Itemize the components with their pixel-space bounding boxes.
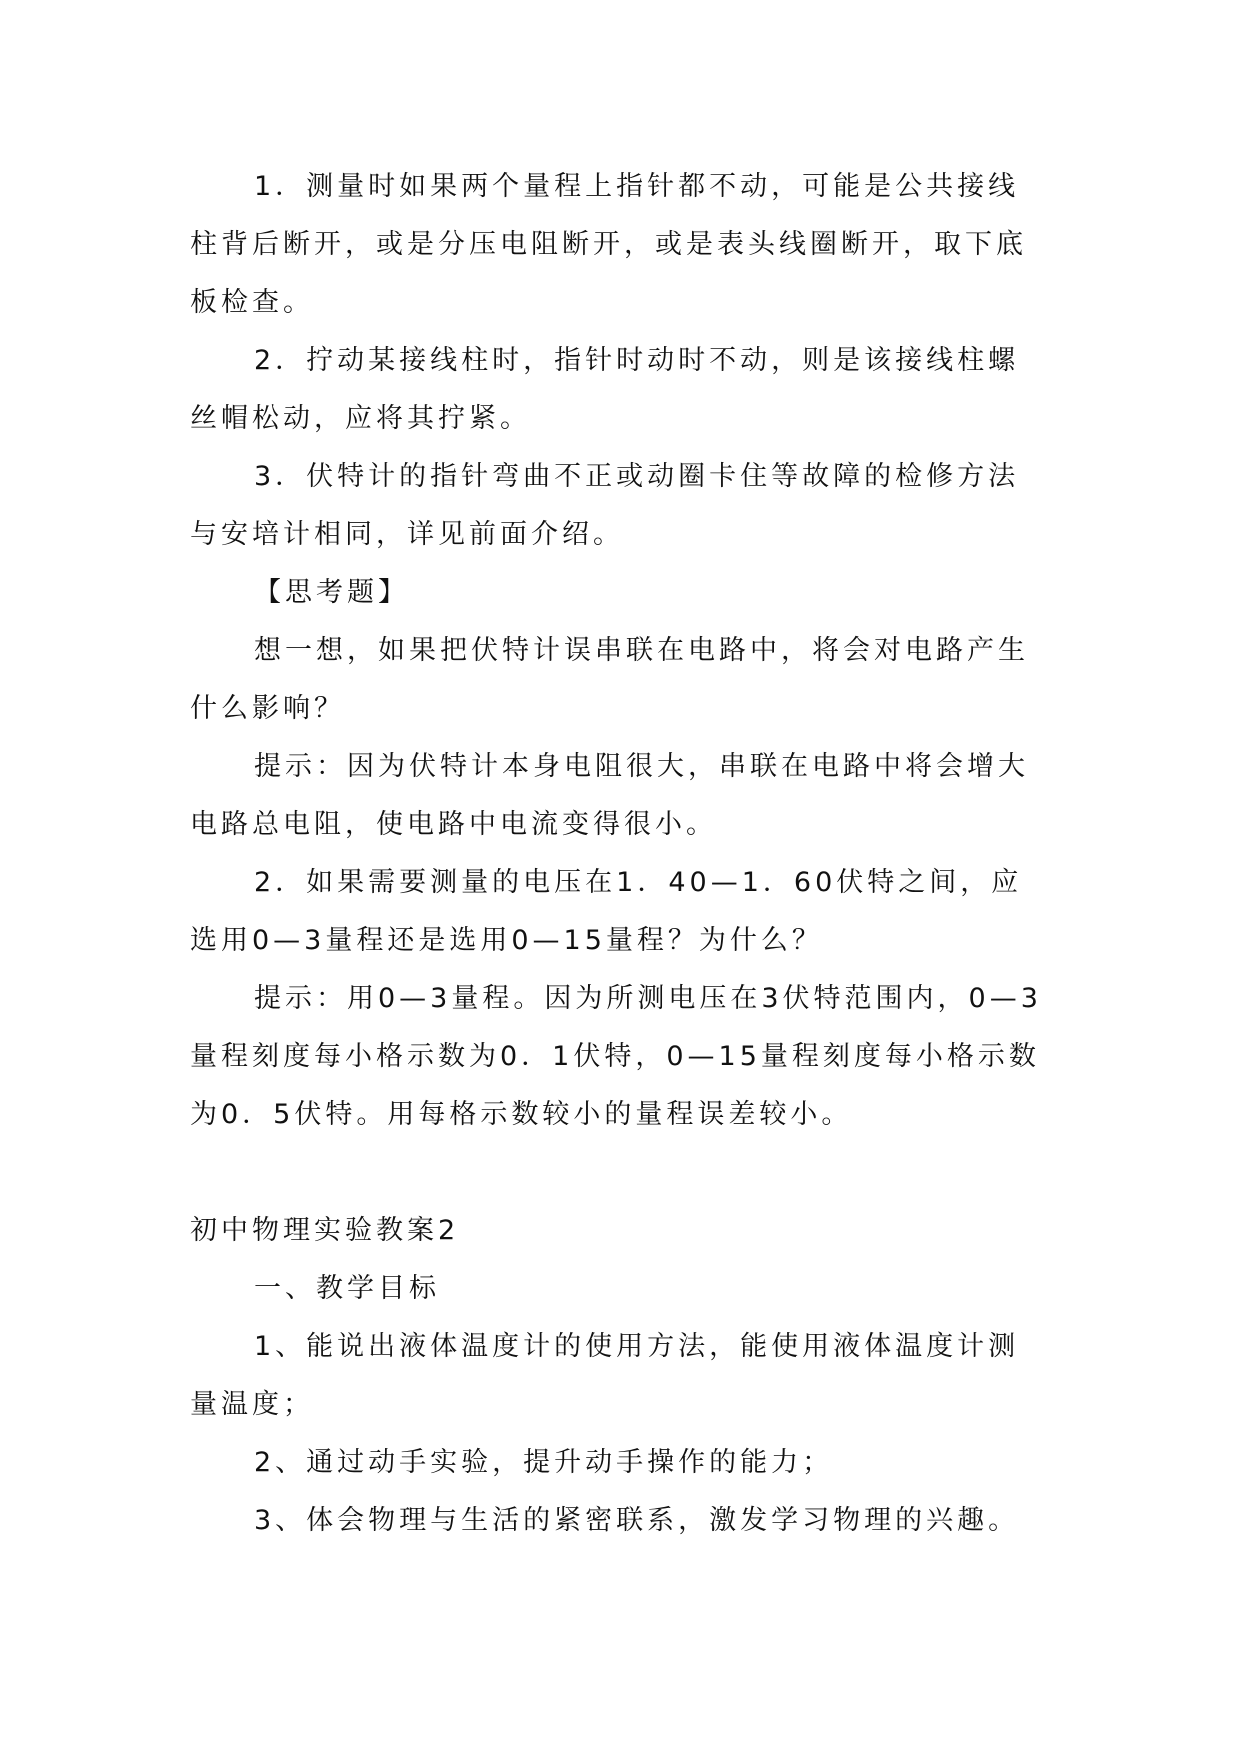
document-body bbox=[190, 158, 1050, 1550]
teaching-goals-heading: 一、教学目标 bbox=[254, 1273, 440, 1304]
goal-3: 3、体会物理与生活的紧密联系，激发学习物理的兴趣。 bbox=[254, 1505, 1020, 1536]
hint-2: 提示：用0—3量程。因为所测电压在3伏特范围内，0—3量程刻度每小格示数为0．1伏特，0—15量程刻度每小格示数为0．5伏特。用每格示数较小的量程误差较小。 bbox=[190, 983, 1042, 1130]
paragraph-fault-2: 2．拧动某接线柱时，指针时动时不动，则是该接线柱螺丝帽松动，应将其拧紧。 bbox=[190, 345, 1020, 434]
goal-2: 2、通过动手实验，提升动手操作的能力； bbox=[254, 1447, 834, 1478]
hint-1: 提示：因为伏特计本身电阻很大，串联在电路中将会增大电路总电阻，使电路中电流变得很小。 bbox=[190, 751, 1029, 840]
paragraph-fault-1: 1．测量时如果两个量程上指针都不动，可能是公共接线柱背后断开，或是分压电阻断开，或是表头线圈断开，取下底板检查。 bbox=[190, 171, 1027, 318]
paragraph-fault-3: 3．伏特计的指针弯曲不正或动圈卡住等故障的检修方法与安培计相同，详见前面介绍。 bbox=[190, 461, 1020, 550]
question-2: 2．如果需要测量的电压在1．40—1．60伏特之间，应选用0—3量程还是选用0—15量程？为什么？ bbox=[190, 867, 1023, 956]
section-title: 初中物理实验教案2 bbox=[190, 1215, 460, 1246]
question-1: 想一想，如果把伏特计误串联在电路中，将会对电路产生什么影响？ bbox=[190, 635, 1029, 724]
goal-1: 1、能说出液体温度计的使用方法，能使用液体温度计测量温度； bbox=[190, 1331, 1020, 1420]
thinking-questions-heading: 【思考题】 bbox=[254, 577, 409, 608]
